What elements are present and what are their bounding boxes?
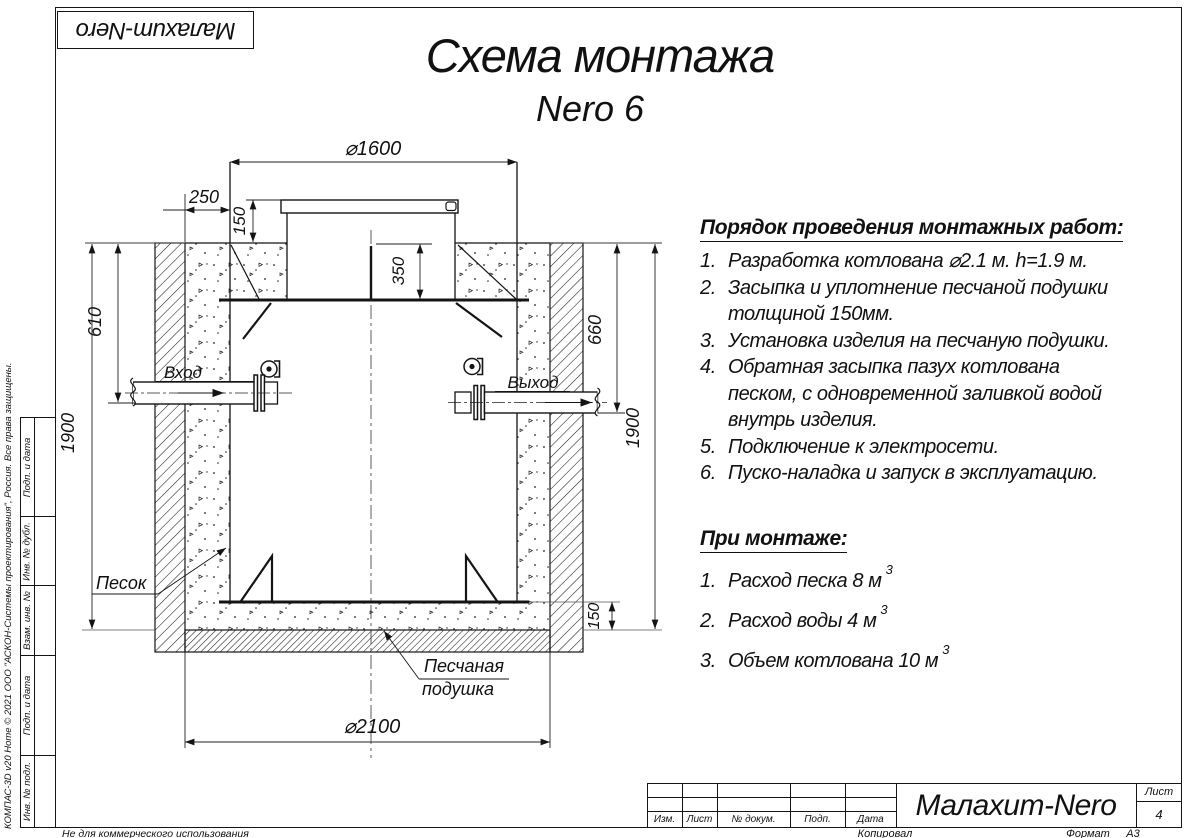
instruction-item: 1. Разработка котлована ⌀2.1 м. h=1.9 м. [700, 250, 1088, 272]
dim-label-350: 350 [389, 256, 408, 286]
copied-label: Копировал [857, 827, 913, 838]
cable-entry-icon [261, 359, 483, 378]
lid-handle-icon [446, 202, 456, 211]
montage-heading: При монтаже: [700, 527, 847, 553]
sheet-label: Лист [1144, 786, 1174, 798]
page-title: Схема монтажа [425, 29, 775, 82]
titleblock-col-ndocum: № докум. [731, 813, 776, 825]
page-subtitle: Nero 6 [535, 88, 645, 129]
instruction-item: 4. Обратная засыпка пазух котлована песком, с одновременной заливкой водой внутрь изделия. [700, 356, 1102, 431]
stamp-label-cell: Подп. и дата [20, 417, 35, 517]
label-cushion-1: Песчаная [423, 656, 505, 676]
product-name: Малахит-Nero [915, 788, 1117, 822]
dim-label-610: 610 [85, 306, 105, 338]
dim-label-150-top: 150 [230, 206, 249, 236]
stamp-label-cell: Инв. № подл. [20, 755, 35, 828]
dim-label-d2100: ⌀2100 [343, 716, 401, 738]
dim-label-150-bottom: 150 [586, 602, 603, 630]
titleblock-col-data: Дата [857, 813, 884, 825]
dim-label-660: 660 [585, 314, 605, 346]
stamp-label-cell: Подп. и дата [20, 655, 35, 756]
copyright-text: КОМПАС-3D v20 Home © 2021 ООО "АСКОН-Системы проектирования", Россия. Все права защищены. [3, 362, 14, 829]
instruction-item: 5. Подключение к электросети. [700, 435, 999, 458]
montage-item: 3. Объем котлована 10 м 3 [700, 642, 950, 672]
label-sand: Песок [96, 573, 147, 593]
dim-label-1900-left: 1900 [58, 412, 78, 454]
instruction-item: 6. Пуско-наладка и запуск в эксплуатацию. [700, 462, 1098, 484]
dim-label-250: 250 [188, 187, 220, 207]
sheet-number: 4 [1155, 806, 1163, 822]
logo-text: Малахит-Nero [75, 17, 236, 44]
dim-label-1900-right: 1900 [623, 407, 643, 449]
label-cushion-2: подушка [421, 679, 495, 699]
stamp-label-cell: Инв. № дубл. [20, 516, 35, 587]
titleblock-col-izm: Изм. [653, 813, 676, 825]
instruction-item: 2. Засыпка и уплотнение песчаной подушки толщиной 150мм. [700, 276, 1108, 325]
titleblock-col-podp: Подп. [804, 813, 831, 825]
format-value: А3 [1126, 827, 1140, 838]
instruction-item: 3. Установка изделия на песчаную подушки. [700, 329, 1110, 352]
dim-label-d1600: ⌀1600 [344, 138, 402, 160]
format-label: Формат [1066, 827, 1110, 838]
label-outlet: Выход [507, 373, 559, 392]
stamp-label-cell: Взам. инв. № [20, 585, 35, 656]
label-inlet: Вход [164, 363, 202, 382]
titleblock-col-list: Лист [686, 813, 713, 825]
montage-item: 1. Расход песка 8 м 3 [700, 562, 893, 592]
montage-item: 2. Расход воды 4 м 3 [700, 602, 888, 632]
footer-note: Не для коммерческого использования [62, 827, 249, 838]
instructions-heading: Порядок проведения монтажных работ: [700, 216, 1123, 242]
tank-lid [281, 200, 458, 213]
